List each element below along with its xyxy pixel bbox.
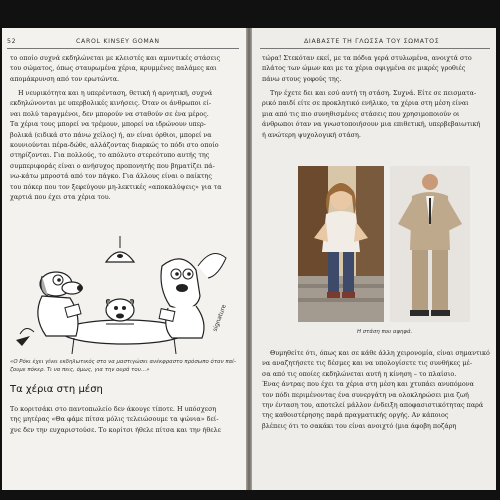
running-head-title: ΔΙΑΒΑΣΤΕ ΤΗ ΓΛΩΣΣΑ ΤΟΥ ΣΩΜΑΤΟΣ	[304, 38, 440, 45]
text-line: ρικό παιδί είτε σε προκλητικό ενήλικο, τα χέρια στη μέση είναι	[262, 99, 469, 108]
text-line: να αναζητήσετε τις δέσμες και να υπολογίσετε τις συνθήκες μέ-	[262, 359, 472, 368]
text-line: πλάτος των ώμων και με τα χέρια σφιγμένα σε μικρές γροθιές	[262, 64, 466, 73]
text-line: της μητέρας «Θα φάμε πίτσα μόλις τελειώσουμε τα ψώνια» δεί-	[10, 415, 219, 424]
text-line: της καθοιστέρησης παρά πραγματικής οργής. Αν κάποιος	[262, 411, 449, 420]
text-line: ή ανώτερη ψυχολογική στάση.	[262, 130, 361, 139]
text-line: σα από τις οποίες εκδηλώνεται αυτή η κίνηση – το πλαίσιο.	[262, 369, 457, 378]
paragraph-2	[262, 88, 494, 140]
running-head-author: CAROL KINSEY GOMAN	[76, 38, 160, 45]
text-line: βλέπεις ότι το σακάκι του είναι ανοιχτό (μια άφοβη ποζάρη	[262, 421, 457, 430]
header-rule	[260, 48, 490, 49]
text-line: μια από τις πιο συνηθισμένες στάσεις που χρησιμοποιούν οι	[262, 109, 460, 118]
text-line: κουνιούνται πέρα-δώθε, αλλάζοντας διαρκώς το πόδι στο οποίο	[10, 141, 219, 150]
left-page	[2, 28, 246, 490]
right-page	[252, 28, 496, 490]
paragraph-2	[10, 88, 240, 202]
header-rule	[7, 48, 239, 49]
text-line: Τα χέρια τους μπορεί να τρέμουν, μπορεί να ιδρώνουν υπερ-	[10, 120, 206, 129]
photo-caption: Η στάση που αφηφά.	[357, 329, 413, 335]
caption-line: ζουμε πόκερ. Τι να πεις, όμως, για την ουρά του…»	[10, 367, 150, 373]
text-line: τώρα! Στεκόταν εκεί, με τα πόδια γερά στυλωμένα, ανοιχτά στο	[262, 54, 472, 62]
cartoon-caption	[10, 358, 242, 374]
text-line: στηρίζονται. Για πολλούς, το απόλυτο στερεότυπο αυτής της	[10, 151, 210, 160]
text-line: βολικά (ειδικά στο πάνω χείλος) ή, αν είναι όρθιοι, μπορεί να	[10, 130, 212, 139]
text-line: του πόκερ που τον ξεφεύγουν μη-λεκτικές «αποκαλύψεις» για τα	[10, 182, 222, 191]
text-line: χαρτιά που έχει στα χέρια του.	[10, 193, 111, 202]
paragraph-3	[10, 404, 240, 435]
caption-line: «Ο Ρόκι έχει γίνει εκδηλωτικός στο να μαστιγώσει ανέκφραστο πρόσωπο όταν παί-	[10, 359, 236, 365]
section-heading: Τα χέρια στη μέση	[10, 384, 103, 395]
text-line: του σώματος, όπως σταυρωμένα χέρια, κρυμμένες παλάμες και	[10, 64, 217, 73]
paragraph-1	[262, 53, 494, 84]
text-line: συμπεριφοράς είναι ο ανήσυχος προπονητής που βηματίζει πά-	[10, 161, 215, 170]
paragraph-3	[262, 348, 494, 431]
text-line: τον πόδι περιμένοντας ένα συνεργάτη να ολοκληρώσει μια ζωή	[262, 390, 469, 399]
text-line: Η νευρικότητα και η υπερένταση, θετική ή αρνητική, συχνά	[18, 89, 213, 97]
man-hands-on-hips-photo	[390, 166, 470, 322]
text-line: Την έχετε δει και εσύ αυτή τη στάση. Συχνά. Είτε σε πεισματα-	[270, 89, 477, 97]
text-line: άνθρωποι όταν να γνωστοποιήσουν μια επιθετική, υπερβεβαιωτική	[262, 120, 481, 129]
girl-hands-on-hips-photo	[298, 166, 384, 322]
paragraph-1	[10, 53, 240, 84]
text-line: το οποίο συχνά εκδηλώνεται με κλειστές και αμυντικές στάσεις	[10, 54, 221, 62]
text-line: απομάκρυνση από τον ερωτώντα.	[10, 74, 120, 83]
text-line: Το κοριτσάκι στο παντοπωλείο δεν άκουγε τίποτε. Η υπόσχεση	[10, 405, 217, 413]
text-line: Ένας άντρας που έχει τα χέρια στη μέση και χτυπάει ανυπόμονα	[262, 380, 474, 389]
svg-text:signature: signature	[211, 303, 228, 333]
text-line: νω-κάτω μπροστά από τον πάγκο. Για άλλους είναι ο παίκτης	[10, 172, 212, 181]
text-line: Θυμηθείτε ότι, όπως και σε κάθε άλλη χειρονομία, είναι σημαντικό	[270, 349, 490, 357]
text-line: ναι πολύ ταραγμένοι, δεν μπορούν να σταθούν σε ένα μέρος.	[10, 109, 209, 118]
poker-cartoon-illustration	[12, 236, 240, 356]
text-line: εκδηλώνονται με υπερβολικές κινήσεις. Όταν οι άνθρωποι εί-	[10, 99, 212, 108]
text-line: χνε δεν την ευχαριστούσε. Το κορίτσι ήθελε πίτσα και την ήθελε	[10, 425, 221, 434]
text-line: πάνω στους γοφούς της.	[262, 74, 342, 83]
page-number: 52	[7, 38, 17, 45]
text-line: την ένταση του, αποτελεί μάλλον ένδειξη αποφασιστικότητας παρά	[262, 401, 484, 410]
